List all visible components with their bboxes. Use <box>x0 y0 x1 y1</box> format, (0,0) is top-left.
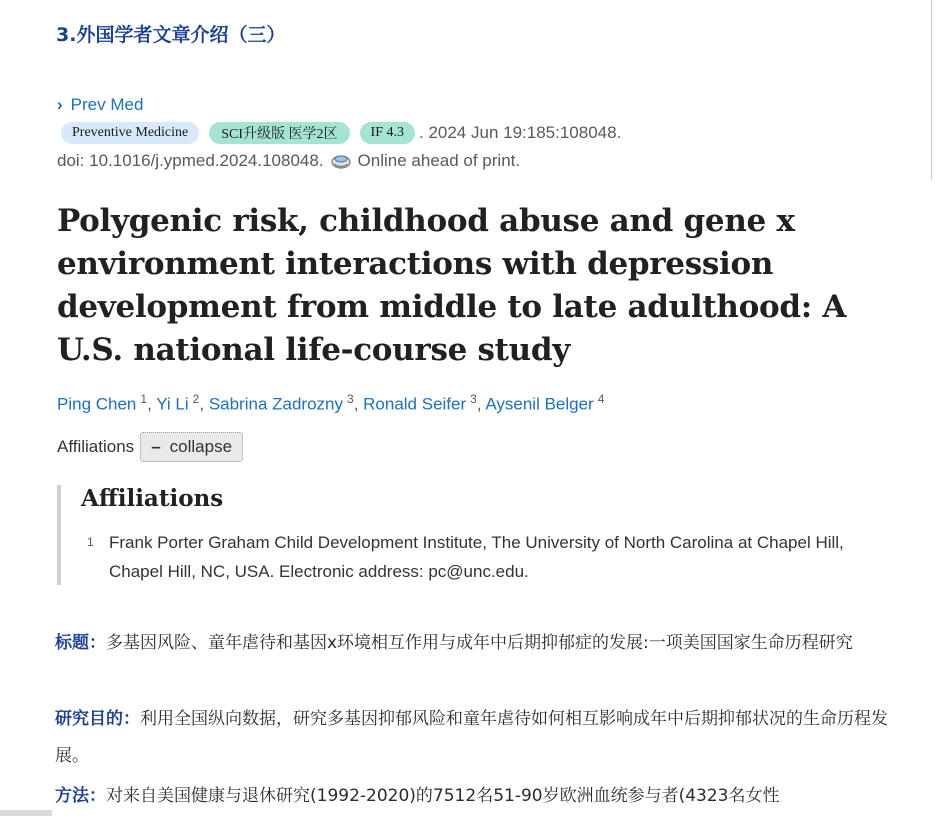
cn-method-paragraph <box>55 778 895 815</box>
author-affiliation-ref[interactable]: 2 <box>192 392 200 406</box>
sci-rank-badge: SCI升级版 医学2区 <box>209 122 349 144</box>
author-link[interactable]: Ping Chen <box>57 394 137 414</box>
affiliations-panel <box>57 485 901 585</box>
section-heading: 3.外国学者文章介绍（三） <box>56 24 286 46</box>
prev-article-label: Prev Med <box>70 95 144 114</box>
chevron-right-icon: › <box>57 95 63 114</box>
author-affiliation-ref[interactable]: 1 <box>140 392 148 406</box>
author-link[interactable]: Aysenil Belger <box>485 394 594 414</box>
minus-icon: – <box>151 437 161 456</box>
author-link[interactable]: Yi Li <box>156 394 189 414</box>
prev-article-link[interactable] <box>57 95 143 115</box>
affiliations-heading: Affiliations <box>81 485 224 512</box>
author-link[interactable]: Sabrina Zadrozny <box>208 394 343 414</box>
cn-method-label: 方法： <box>55 786 106 806</box>
author-affiliation-ref[interactable]: 3 <box>470 392 477 406</box>
horizontal-scrollbar[interactable] <box>0 810 52 816</box>
author-list: Ping Chen $^1$, Yi Li $^2$, Sabrina Zadrozny $^3$, Ronald Seifer $^3$, Aysenil Belger $^4$ <box>57 392 605 414</box>
affiliation-item <box>87 528 887 586</box>
online-ahead-of-print-icon <box>330 152 352 170</box>
impact-factor-badge: IF 4.3 <box>360 122 415 144</box>
cn-method-text: 对来自美国健康与退休研究(1992-2020)的7512名51-90岁欧洲血统参与者(4323名女性 <box>106 786 780 806</box>
affiliations-toggle-label: Affiliations <box>57 437 135 456</box>
journal-badges <box>61 121 621 145</box>
cn-title-paragraph <box>55 625 895 662</box>
author-affiliation-ref[interactable]: 3 <box>347 392 354 406</box>
author-affiliation-ref[interactable]: 4 <box>597 392 605 406</box>
cn-title-text: 多基因风险、童年虐待和基因x环境相互作用与成年中后期抑郁症的发展:一项美国国家生命历程研究 <box>106 633 853 653</box>
cn-purpose-text: 利用全国纵向数据，研究多基因抑郁风险和童年虐待如何相互影响成年中后期抑郁状况的生命历程发展。 <box>55 709 888 766</box>
doi-line <box>57 151 520 171</box>
cn-title-label: 标题： <box>55 633 106 653</box>
article-title: Polygenic risk, childhood abuse and gene x environment interactions with depression development from middle to late adulthood: A U.S. national life-course study <box>57 203 847 368</box>
print-status: Online ahead of print. <box>357 151 521 170</box>
cn-purpose-paragraph <box>55 701 895 775</box>
page-divider <box>931 0 932 180</box>
affiliation-text: Frank Porter Graham Child Development Institute, The University of North Carolina at Chapel Hill, Chapel Hill, NC, USA. Electronic address: pc@unc.edu. <box>109 533 844 581</box>
collapse-affiliations-button[interactable] <box>140 432 243 462</box>
doi-link[interactable]: doi: 10.1016/j.ypmed.2024.108048. <box>57 151 324 170</box>
citation-date: . 2024 Jun 19:185:108048. <box>419 123 622 142</box>
collapse-label: collapse <box>169 437 233 456</box>
journal-badge[interactable]: Preventive Medicine <box>61 122 199 144</box>
affiliations-toggle-row <box>57 432 243 462</box>
cn-purpose-label: 研究目的： <box>55 709 140 729</box>
affiliation-number: 1 <box>87 535 94 549</box>
author-link[interactable]: Ronald Seifer <box>363 394 467 414</box>
